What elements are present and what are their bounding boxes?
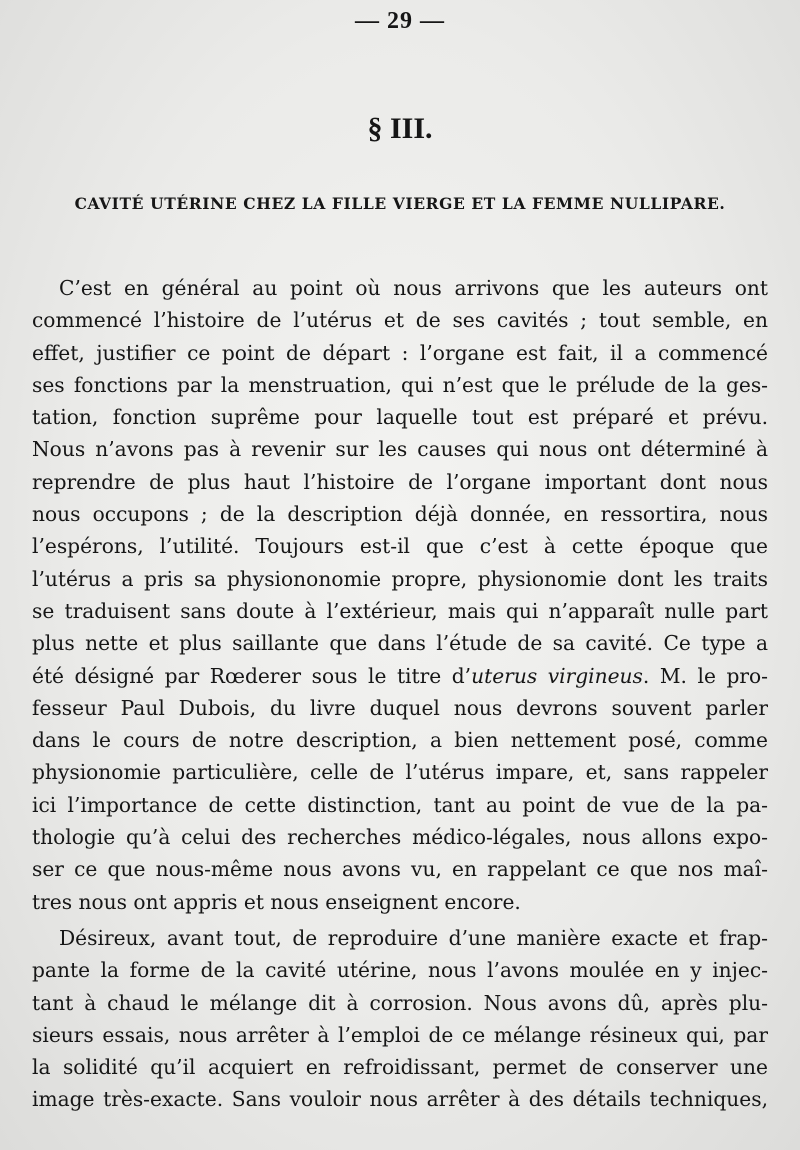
text-line: effet, justifier ce point de départ : l’organe est fait, il a commencé [32, 340, 768, 365]
italic-term: uterus virgineus [471, 663, 643, 688]
text-line: commencé l’histoire de l’utérus et de ses cavités ; tout semble, en [32, 308, 768, 333]
text-line: ses fonctions par la menstruation, qui n’est que le prélude de la ges- [32, 372, 768, 397]
text-line: pante la forme de la cavité utérine, nous l’avons moulée en y injec- [32, 958, 768, 983]
text-line: ici l’importance de cette distinction, tant au point de vue de la pa- [32, 792, 768, 817]
text-line: tation, fonction suprême pour laquelle tout est préparé et prévu. [32, 405, 768, 430]
text-line: reprendre de plus haut l’histoire de l’organe important dont nous [32, 469, 768, 494]
text-line: tres nous ont appris et nous enseignent encore. [32, 889, 521, 914]
text-segment: . M. le pro- [642, 663, 768, 688]
text-line: physionomie particulière, celle de l’utérus impare, et, sans rappeler [32, 760, 768, 785]
text-line: se traduisent sans doute à l’extérieur, mais qui n’apparaît nulle part [32, 598, 768, 623]
text-line: fesseur Paul Dubois, du livre duquel nous devrons souvent parler [32, 695, 768, 720]
text-line: plus nette et plus saillante que dans l’étude de sa cavité. Ce type a [32, 631, 768, 656]
body-text [32, 272, 768, 1116]
text-line: la solidité qu’il acquiert en refroidissant, permet de conserver une [32, 1055, 768, 1080]
text-line: l’utérus a pris sa physiononomie propre, physionomie dont les traits [32, 566, 768, 591]
text-line: sieurs essais, nous arrêter à l’emploi de ce mélange résineux qui, par [32, 1022, 768, 1047]
text-line: nous occupons ; de la description déjà donnée, en ressortira, nous [32, 502, 768, 527]
text-line: Nous n’avons pas à revenir sur les causes qui nous ont déterminé à [32, 437, 768, 462]
text-line: l’espérons, l’utilité. Toujours est-il que c’est à cette époque que [32, 534, 768, 559]
text-line: Désireux, avant tout, de reproduire d’une manière exacte et frap- [59, 925, 768, 950]
text-line-with-italic [32, 660, 768, 692]
text-line: ser ce que nous-même nous avons vu, en rappelant ce que nos maî- [32, 857, 768, 882]
page-number: — 29 — [355, 8, 445, 34]
section-subtitle: CAVITÉ UTÉRINE CHEZ LA FILLE VIERGE ET LA FEMME NULLIPARE. [74, 194, 726, 213]
text-line: C’est en général au point où nous arrivons que les auteurs ont [59, 276, 768, 300]
section-heading: § III. [367, 112, 433, 145]
text-line: dans le cours de notre description, a bien nettement posé, comme [32, 728, 768, 753]
paragraph-1 [32, 272, 768, 918]
text-line: thologie qu’à celui des recherches médico-légales, nous allons expo- [32, 825, 768, 850]
paragraph-2 [32, 922, 768, 1116]
text-line: tant à chaud le mélange dit à corrosion. Nous avons dû, après plu- [32, 990, 768, 1015]
text-segment: été désigné par Rœderer sous le titre d’ [32, 663, 472, 688]
text-line: image très-exacte. Sans vouloir nous arrêter à des détails techniques, [32, 1087, 768, 1112]
